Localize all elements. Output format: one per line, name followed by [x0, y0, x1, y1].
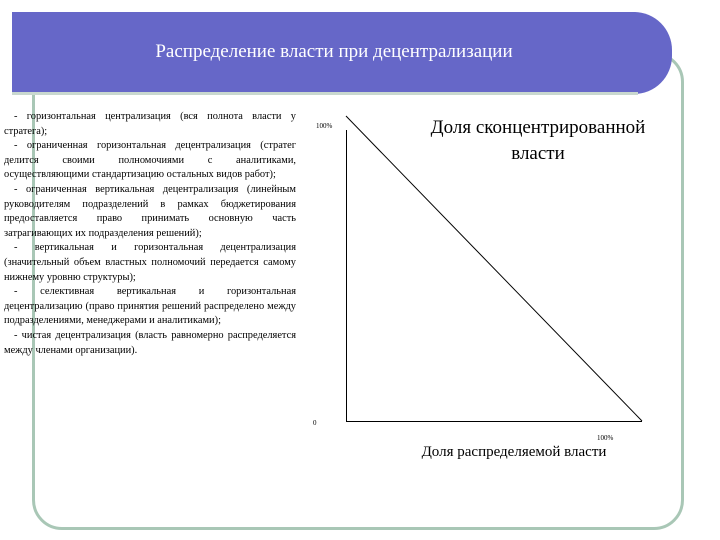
list-item: - вертикальная и горизонтальная децентрализация (значительный объем властных полномочий передается самому нижнему уровню структуры); [4, 242, 296, 283]
x-tick-label: 100% [597, 434, 614, 442]
list-item: - селективная вертикальная и горизонтальная децентрализацию (право принятия решений распределено между подразделениями, менеджерами и аналитиками); [4, 286, 296, 327]
origin-tick-label: 0 [313, 419, 317, 427]
list-item: - горизонтальная централизация (вся полнота власти у стратега); [4, 111, 296, 137]
x-axis-label: Доля распределяемой власти [421, 444, 607, 460]
y-tick-label: 100% [316, 122, 333, 130]
list-item: - чистая децентрализация (власть равномерно распределяется между членами организации). [4, 329, 296, 356]
slide-title: Распределение власти при децентрализации [155, 41, 513, 62]
list-item: - ограниченная горизонтальная децентрализация (стратег делится своими полномочиями с аналитиками, осуществляющими стандартизацию остальных видов работ); [4, 140, 296, 181]
list-item: - ограниченная вертикальная децентрализация (линейным руководителям подразделений в рамках бюджетирования предоставляется право принимать основную часть затрагивающих их подразделения решений); [4, 183, 296, 239]
y-axis-label: Доля сконцентрированной власти [430, 117, 646, 164]
